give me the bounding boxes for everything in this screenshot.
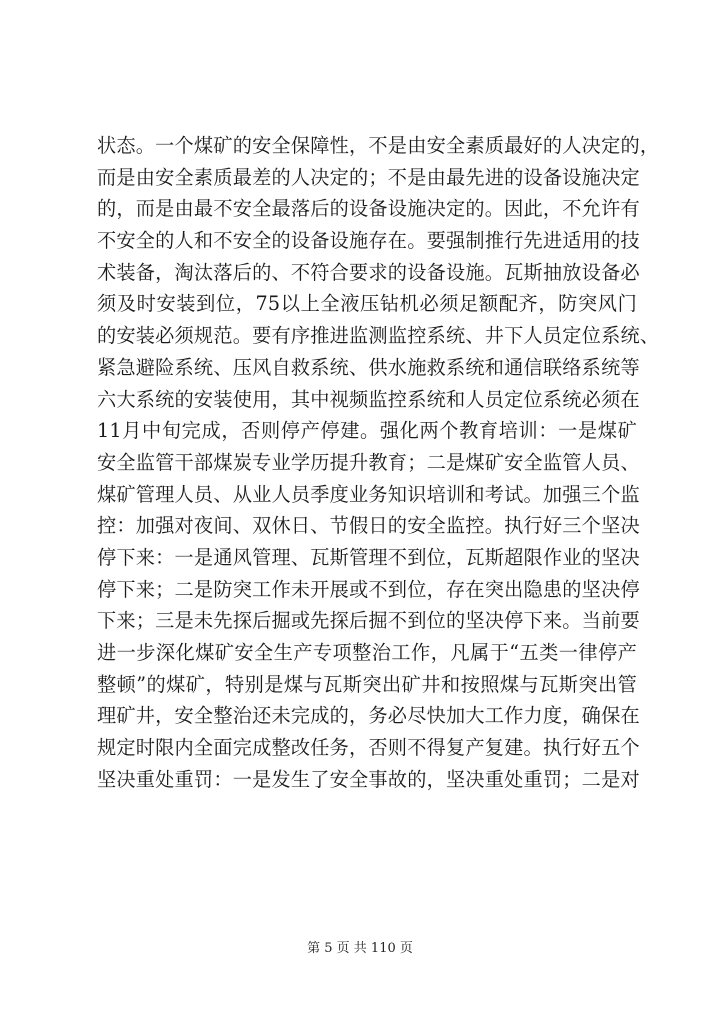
text-line-16: 下来；三是未先探后掘或先探后掘不到位的坚决停下来。当前要 bbox=[97, 609, 640, 633]
text-line-12: 煤矿管理人员、从业人员季度业务知识培训和考试。加强三个监 bbox=[97, 482, 640, 506]
text-line-7: 的安装必须规范。要有序推进监测监控系统、井下人员定位系统、 bbox=[97, 324, 660, 348]
text-line-8: 紧急避险系统、压风自救系统、供水施救系统和通信联络系统等 bbox=[97, 355, 640, 379]
text-line-17: 进一步深化煤矿安全生产专项整治工作，凡属于“五类一律停产 bbox=[97, 641, 637, 664]
text-line-10: 11月中旬完成，否则停产停建。强化两个教育培训：一是煤矿 bbox=[97, 419, 637, 443]
text-line-6: 须及时安装到位，75以上全液压钻机必须足额配齐，防突风门 bbox=[97, 292, 637, 316]
text-line-13: 控：加强对夜间、双休日、节假日的安全监控。执行好三个坚决 bbox=[97, 514, 640, 538]
text-line-20: 规定时限内全面完成整改任务，否则不得复产复建。执行好五个 bbox=[97, 736, 640, 760]
text-line-19: 理矿井，安全整治还未完成的，务必尽快加大工作力度，确保在 bbox=[97, 704, 640, 728]
text-line-2: 而是由安全素质最差的人决定的；不是由最先进的设备设施决定 bbox=[97, 165, 640, 189]
text-line-1: 状态。一个煤矿的安全保障性，不是由安全素质最好的人决定的， bbox=[97, 134, 660, 157]
text-line-3: 的，而是由最不安全最落后的设备设施决定的。因此，不允许有 bbox=[97, 197, 640, 221]
text-line-4: 不安全的人和不安全的设备设施存在。要强制推行先进适用的技 bbox=[97, 229, 640, 253]
text-line-14: 停下来：一是通风管理、瓦斯管理不到位，瓦斯超限作业的坚决 bbox=[97, 545, 640, 569]
text-line-5: 术装备，淘汰落后的、不符合要求的设备设施。瓦斯抽放设备必 bbox=[97, 260, 640, 284]
document-body bbox=[97, 130, 660, 795]
text-line-18: 整顿”的煤矿，特别是煤与瓦斯突出矿井和按照煤与瓦斯突出管 bbox=[97, 672, 637, 696]
text-line-15: 停下来；二是防突工作未开展或不到位，存在突出隐患的坚决停 bbox=[97, 577, 640, 601]
text-line-11: 安全监管干部煤炭专业学历提升教育；二是煤矿安全监管人员、 bbox=[97, 450, 640, 474]
page-number-footer: 第 5 页 共 110 页 bbox=[307, 941, 413, 956]
text-line-21: 坚决重处重罚：一是发生了安全事故的，坚决重处重罚；二是对 bbox=[97, 767, 640, 791]
text-line-9: 六大系统的安装使用，其中视频监控系统和人员定位系统必须在 bbox=[97, 387, 640, 411]
